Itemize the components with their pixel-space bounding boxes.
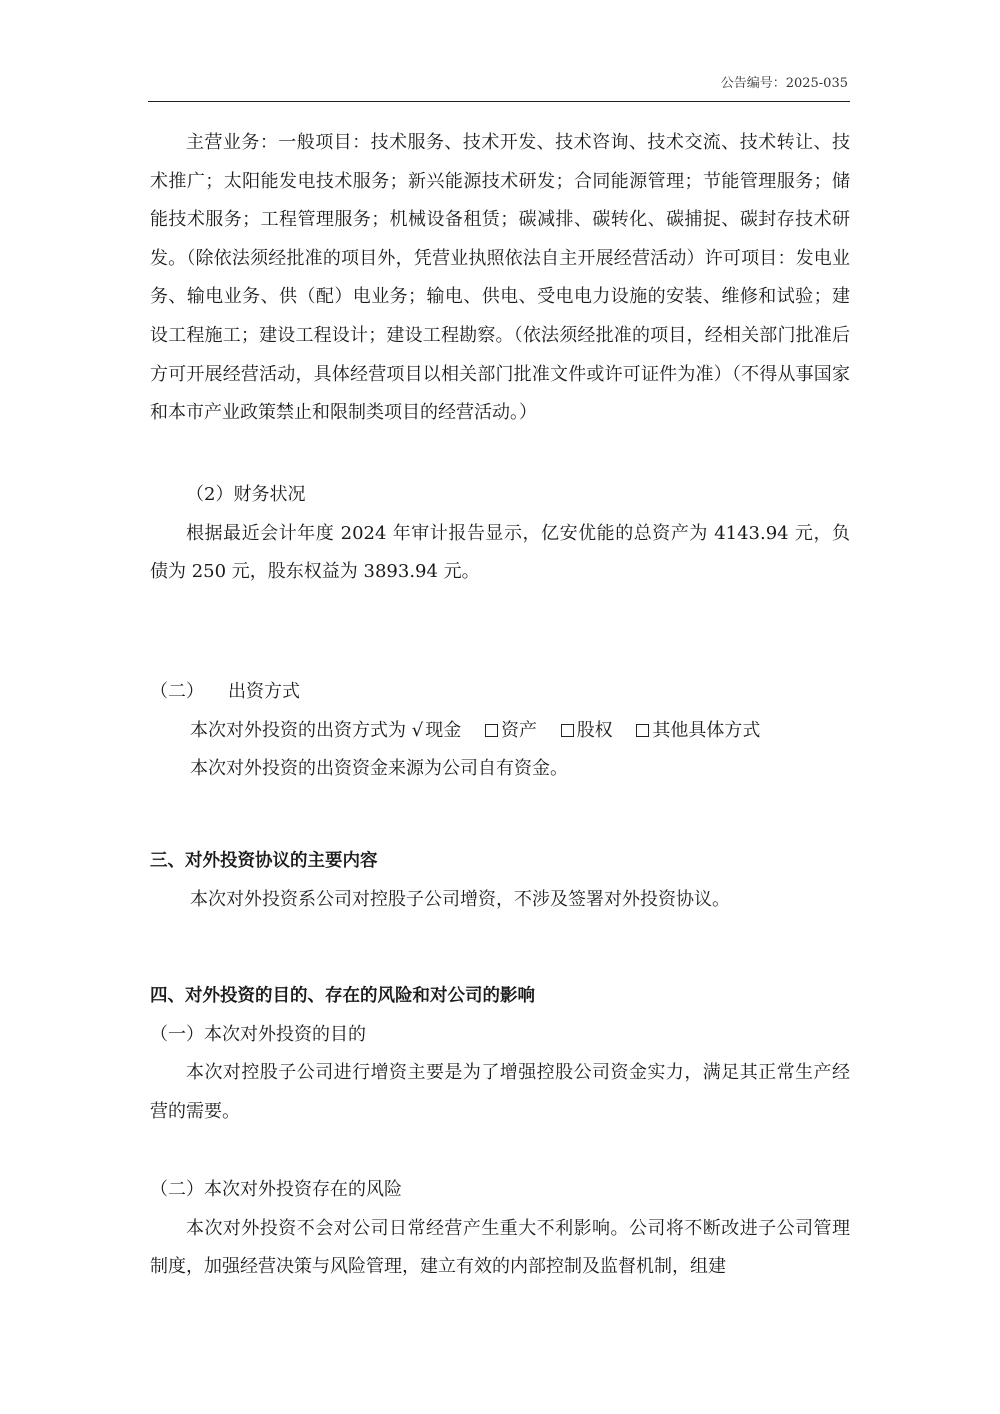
unchecked-box-icon xyxy=(636,724,649,737)
finance-text: 根据最近会计年度 2024 年审计报告显示，亿安优能的总资产为 4143.94 元，负债为 250 元，股东权益为 3893.94 元。 xyxy=(150,522,850,583)
announcement-number: 公告编号：2025-035 xyxy=(720,76,848,91)
funding-block xyxy=(150,673,850,789)
funding-method-prefix: 本次对外投资的出资方式为 xyxy=(190,719,406,741)
finance-block xyxy=(150,476,850,592)
section-3-text: 本次对外投资系公司对控股子公司增资，不涉及签署对外投资协议。 xyxy=(190,888,730,910)
option-assets xyxy=(483,720,537,741)
section-3-title: 三、对外投资协议的主要内容 xyxy=(150,851,378,871)
option-label: 股权 xyxy=(576,719,613,741)
option-label: 其他具体方式 xyxy=(652,719,761,741)
option-other xyxy=(634,720,760,741)
section-4-block xyxy=(150,977,850,1131)
funding-method-line xyxy=(150,712,850,751)
finance-heading: （2）财务状况 xyxy=(186,484,306,505)
section-4-sub1-text: 本次对控股子公司进行增资主要是为了增强控股公司资金实力，满足其正常生产经营的需要。 xyxy=(150,1062,850,1122)
checkmark-icon: √ xyxy=(411,719,424,741)
unchecked-box-icon xyxy=(485,724,498,737)
option-label: 现金 xyxy=(425,719,462,741)
business-scope-block xyxy=(150,124,850,433)
section-4-sub2-text: 本次对外投资不会对公司日常经营产生重大不利影响。公司将不断改进子公司管理制度，加强经营决策与风险管理，建立有效的内部控制及监督机制，组建 xyxy=(150,1217,850,1278)
business-scope-text: 主营业务：一般项目：技术服务、技术开发、技术咨询、技术交流、技术转让、技术推广；太阳能发电技术服务；新兴能源技术研发；合同能源管理；节能管理服务；储能技术服务；工程管理服务；机械设备租赁；碳减排、碳转化、碳捕捉、碳封存技术研发。（除依法须经批准的项目外，凭营业执照依法自主开展经营活动）许可项目：发电业务、输电业务、供（配）电业务；输电、供电、受电电力设施的安装、维修和试验；建设工程施工；建设工程设计；建设工程勘察。（依法须经批准的项目，经相关部门批准后方可开展经营活动，具体经营项目以相关部门批准文件或许可证件为准）（不得从事国家和本市产业政策禁止和限制类项目的经营活动。） xyxy=(150,132,850,424)
section-4-title: 四、对外投资的目的、存在的风险和对公司的影响 xyxy=(150,986,535,1006)
option-cash xyxy=(412,720,461,741)
option-equity xyxy=(559,720,613,741)
funding-heading-number: （二） xyxy=(150,681,204,702)
funding-source-text: 本次对外投资的出资资金来源为公司自有资金。 xyxy=(190,758,568,780)
section-4-sub2-heading: （二）本次对外投资存在的风险 xyxy=(150,1179,402,1200)
header-divider xyxy=(148,101,850,102)
funding-heading xyxy=(150,673,850,712)
section-4-sub2-block xyxy=(150,1171,850,1287)
section-4-sub1-heading: （一）本次对外投资的目的 xyxy=(150,1023,366,1045)
unchecked-box-icon xyxy=(561,724,574,737)
option-label: 资产 xyxy=(500,719,537,741)
funding-heading-title: 出资方式 xyxy=(228,681,300,702)
section-3-block xyxy=(150,842,850,919)
